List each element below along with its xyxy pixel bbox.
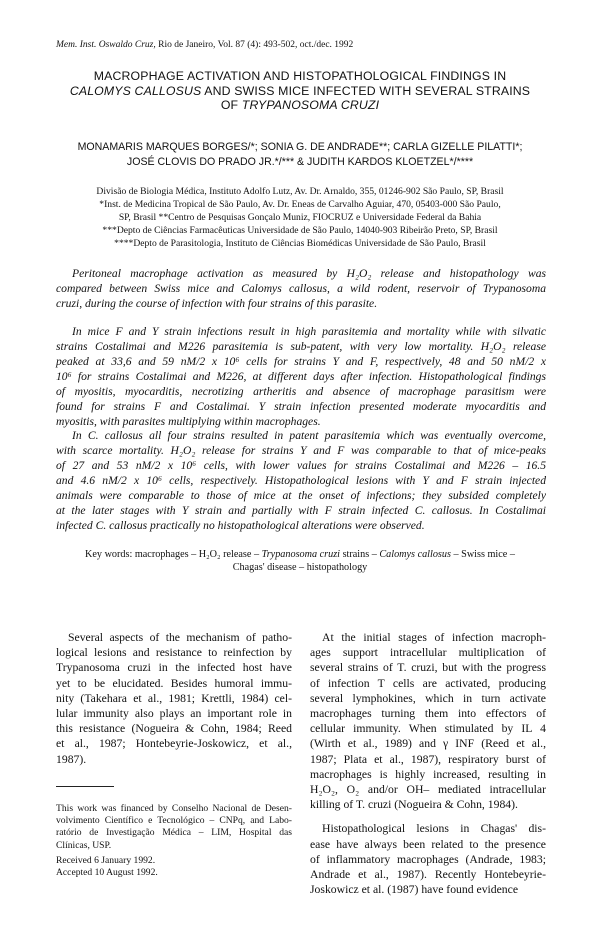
abstract-line: animals were comparable to those of mice at the onset of infections; they subsided completely <box>56 489 546 502</box>
body-line: At the initial stages of infection macroph- <box>322 631 546 644</box>
body-line: et al., 1987; Hontebeyrie-Joskowicz, et al., <box>56 737 292 751</box>
title-line-1: MACROPHAGE ACTIVATION AND HISTOPATHOLOGICAL FINDINGS IN <box>93 69 507 83</box>
abstract-line: with scarce mortality. H₂O₂ release for strains Y and F was comparable to that of mice-peaks <box>56 444 546 457</box>
body-line: 1987; Plata et al., 1987), respiratory burst of <box>310 752 546 766</box>
body-line: Joskowicz et al. (1987) have found evidence <box>310 883 519 897</box>
journal-citation: Rio de Janeiro, Vol. 87 (4): 493-502, oct./dec. 1992 <box>155 40 354 50</box>
affiliation-line: SP, Brasil **Centro de Pesquisas Gonçalo Muniz, FIOCRUZ e Universidade Federal da Bahia <box>118 212 482 223</box>
article-title <box>20 69 580 113</box>
body-line: of inflammatory macrophages (Andrade, 1983; <box>310 852 546 866</box>
title-of: OF <box>220 98 242 112</box>
abstract-line: cruzi, during the course of infection with four strains of this parasite. <box>56 297 378 310</box>
body-line: logical lesions and resistance to reinfection by <box>56 646 292 660</box>
body-line: nity (Takehara et al., 1981; Krettli, 1984) cel- <box>56 691 292 705</box>
keywords-text: Key words: macrophages – H₂O₂ release – <box>85 549 262 560</box>
body-line: this resistance (Nogueira & Cohn, 1984; Reed <box>56 722 292 736</box>
body-column-left <box>56 630 292 767</box>
authors-line-1: MONAMARIS MARQUES BORGES/*; SONIA G. DE ANDRADE**; CARLA GIZELLE PILATTI*; <box>77 141 523 153</box>
abstract-line: myositis, with parasites multiplying within macrophages. <box>56 415 321 428</box>
body-line: Several aspects of the mechanism of patho- <box>68 631 292 644</box>
paragraph-gap <box>310 812 546 821</box>
keywords-text: – Swiss mice – <box>450 549 515 560</box>
body-line: cellular immunity. When stimulated by IL 4 <box>310 722 546 736</box>
abstract-line: at the later stages with Y strain and partially with F strain infected C. callosus. In Costalimai <box>56 504 546 517</box>
footnote-line: volvimento Científico e Tecnológico – CNPq, and Labo- <box>56 815 292 827</box>
abstract-line: In C. callosus all four strains resulted in patent parasitemia which was eventually overcome, <box>72 429 546 442</box>
abstract-line: infected C. callosus practically no histopathological alterations were observed. <box>56 519 425 532</box>
title-line-2 <box>20 84 580 99</box>
keywords-line-1 <box>30 548 570 561</box>
affiliation-line: ****Depto de Parasitologia, Instituto de Ciências Biomédicas Universidade de São Paulo, Brasil <box>114 238 486 249</box>
body-line: (Wirth et al., 1989) and γ INF (Reed et al., <box>310 737 546 751</box>
abstract-line: of myositis, myocarditis, necrotizing artheritis and absence of macrophage parasitism were <box>56 385 546 398</box>
keywords-italic: Calomys callosus <box>379 549 451 560</box>
body-line: Andrade et al., 1987). Recently Hontebeyrie- <box>310 868 546 882</box>
body-line: H₂O₂, O₂ and/or OH– mediated intracellular <box>310 783 546 797</box>
funding-footnote <box>56 803 292 852</box>
received-dates <box>56 855 158 880</box>
abstract-line: 10⁶ for strains Costalimai and M226, at different days after infection. Histopathological findings <box>56 370 546 383</box>
body-line: several lymphokines, which in turn activate <box>310 691 546 705</box>
affiliation-line: Divisão de Biologia Médica, Instituto Adolfo Lutz, Av. Dr. Arnaldo, 355, 01246-902 São Paulo, SP, Brasil <box>96 186 504 197</box>
body-line: Histopathological lesions in Chagas' dis- <box>322 822 546 836</box>
author-list <box>20 140 580 170</box>
footnote-line: ratório de Investigação Médica – LIM, Hospital das <box>56 827 292 839</box>
title-species-calomys: CALOMYS CALLOSUS <box>69 83 202 98</box>
affiliations <box>30 185 570 250</box>
title-line-3 <box>20 98 580 113</box>
footnote-line: This work was financed by Conselho Nacional de Desen- <box>56 803 292 814</box>
body-line: of infection T cells are activated, producing <box>310 676 546 690</box>
body-line: killing of T. cruzi (Nogueira & Cohn, 1984). <box>310 798 518 812</box>
body-line: ease have always been related to the presence <box>310 837 546 851</box>
title-species-trypanosoma: TRYPANOSOMA CRUZI <box>241 98 380 112</box>
footnote-line: Clínicas, USP. <box>56 839 112 851</box>
affiliation-line: *Inst. de Medicina Tropical de São Paulo, Av. Dr. Eneas de Carvalho Aguiar, 470, 05403-000 São Paulo, <box>99 199 501 210</box>
body-column-right <box>310 630 546 897</box>
abstract-paragraph-1 <box>56 266 546 311</box>
abstract-paragraph-3 <box>56 428 546 533</box>
body-line: macrophages is highly increased, resulting in <box>310 767 546 781</box>
title-line-2-rest: AND SWISS MICE INFECTED WITH SEVERAL STRAINS <box>201 83 531 98</box>
body-line: lular immunity also plays an important role in <box>56 707 292 721</box>
received-date: Received 6 January 1992. <box>56 855 156 866</box>
keywords-line-2: Chagas' disease – histopathology <box>232 562 368 573</box>
body-line: ages support intracellular multiplication of <box>310 646 546 660</box>
body-line: 1987). <box>56 752 87 766</box>
abstract-line: Peritoneal macrophage activation as measured by H₂O₂ release and histopathology was <box>72 267 546 280</box>
abstract-line: and 4.6 nM/2 x 10⁶ cells, respectively. Histopathological lesions with Y and F strain injected <box>56 474 546 487</box>
body-line: yet to be elucidated. Besides humoral immu- <box>56 676 292 690</box>
journal-name: Mem. Inst. Oswaldo Cruz, <box>56 40 156 50</box>
keywords <box>30 548 570 574</box>
abstract-line: strains Costalimai and M226 parasitemia is sub-patent, with very low mortality. H₂O₂ release <box>56 340 546 353</box>
journal-header <box>56 40 353 50</box>
abstract-line: compared between Swiss mice and Calomys callosus, a wild rodent, reservoir of Trypanosoma <box>56 282 546 295</box>
footnote-rule <box>56 786 114 787</box>
abstract-line: In mice F and Y strain infections result in high parasitemia and mortality while with silvatic <box>72 325 546 338</box>
abstract-line: peaked at 33,6 and 59 nM/2 x 10⁶ cells for strains Y and F, respectively, 48 and 50 nM/2 x <box>56 355 546 368</box>
authors-line-2: JOSÉ CLOVIS DO PRADO JR.*/*** & JUDITH KARDOS KLOETZEL*/**** <box>126 156 474 168</box>
body-line: Trypanosoma cruzi in the infected host have <box>56 661 292 675</box>
abstract-line: of 27 and 53 nM/2 x 10⁶ cells, with lower values for strains Costalimai and M226 – 16.5 <box>56 459 546 472</box>
body-line: macrophages turning them into effectors of <box>310 707 546 721</box>
affiliation-line: ***Depto de Ciências Farmacêuticas Universidade de São Paulo, 14040-903 Ribeirão Preto, SP, Brasil <box>102 225 498 236</box>
keywords-italic: Trypanosoma cruzi <box>261 549 341 560</box>
keywords-text: strains – <box>340 549 380 560</box>
abstract-paragraph-2 <box>56 324 546 429</box>
body-line: several strains of T. cruzi, but with the progress <box>310 661 546 675</box>
abstract-line: found for strains F and Costalimai. Y strain infection presented moderate myocarditis and <box>56 400 546 413</box>
accepted-date: Accepted 10 August 1992. <box>56 867 158 879</box>
